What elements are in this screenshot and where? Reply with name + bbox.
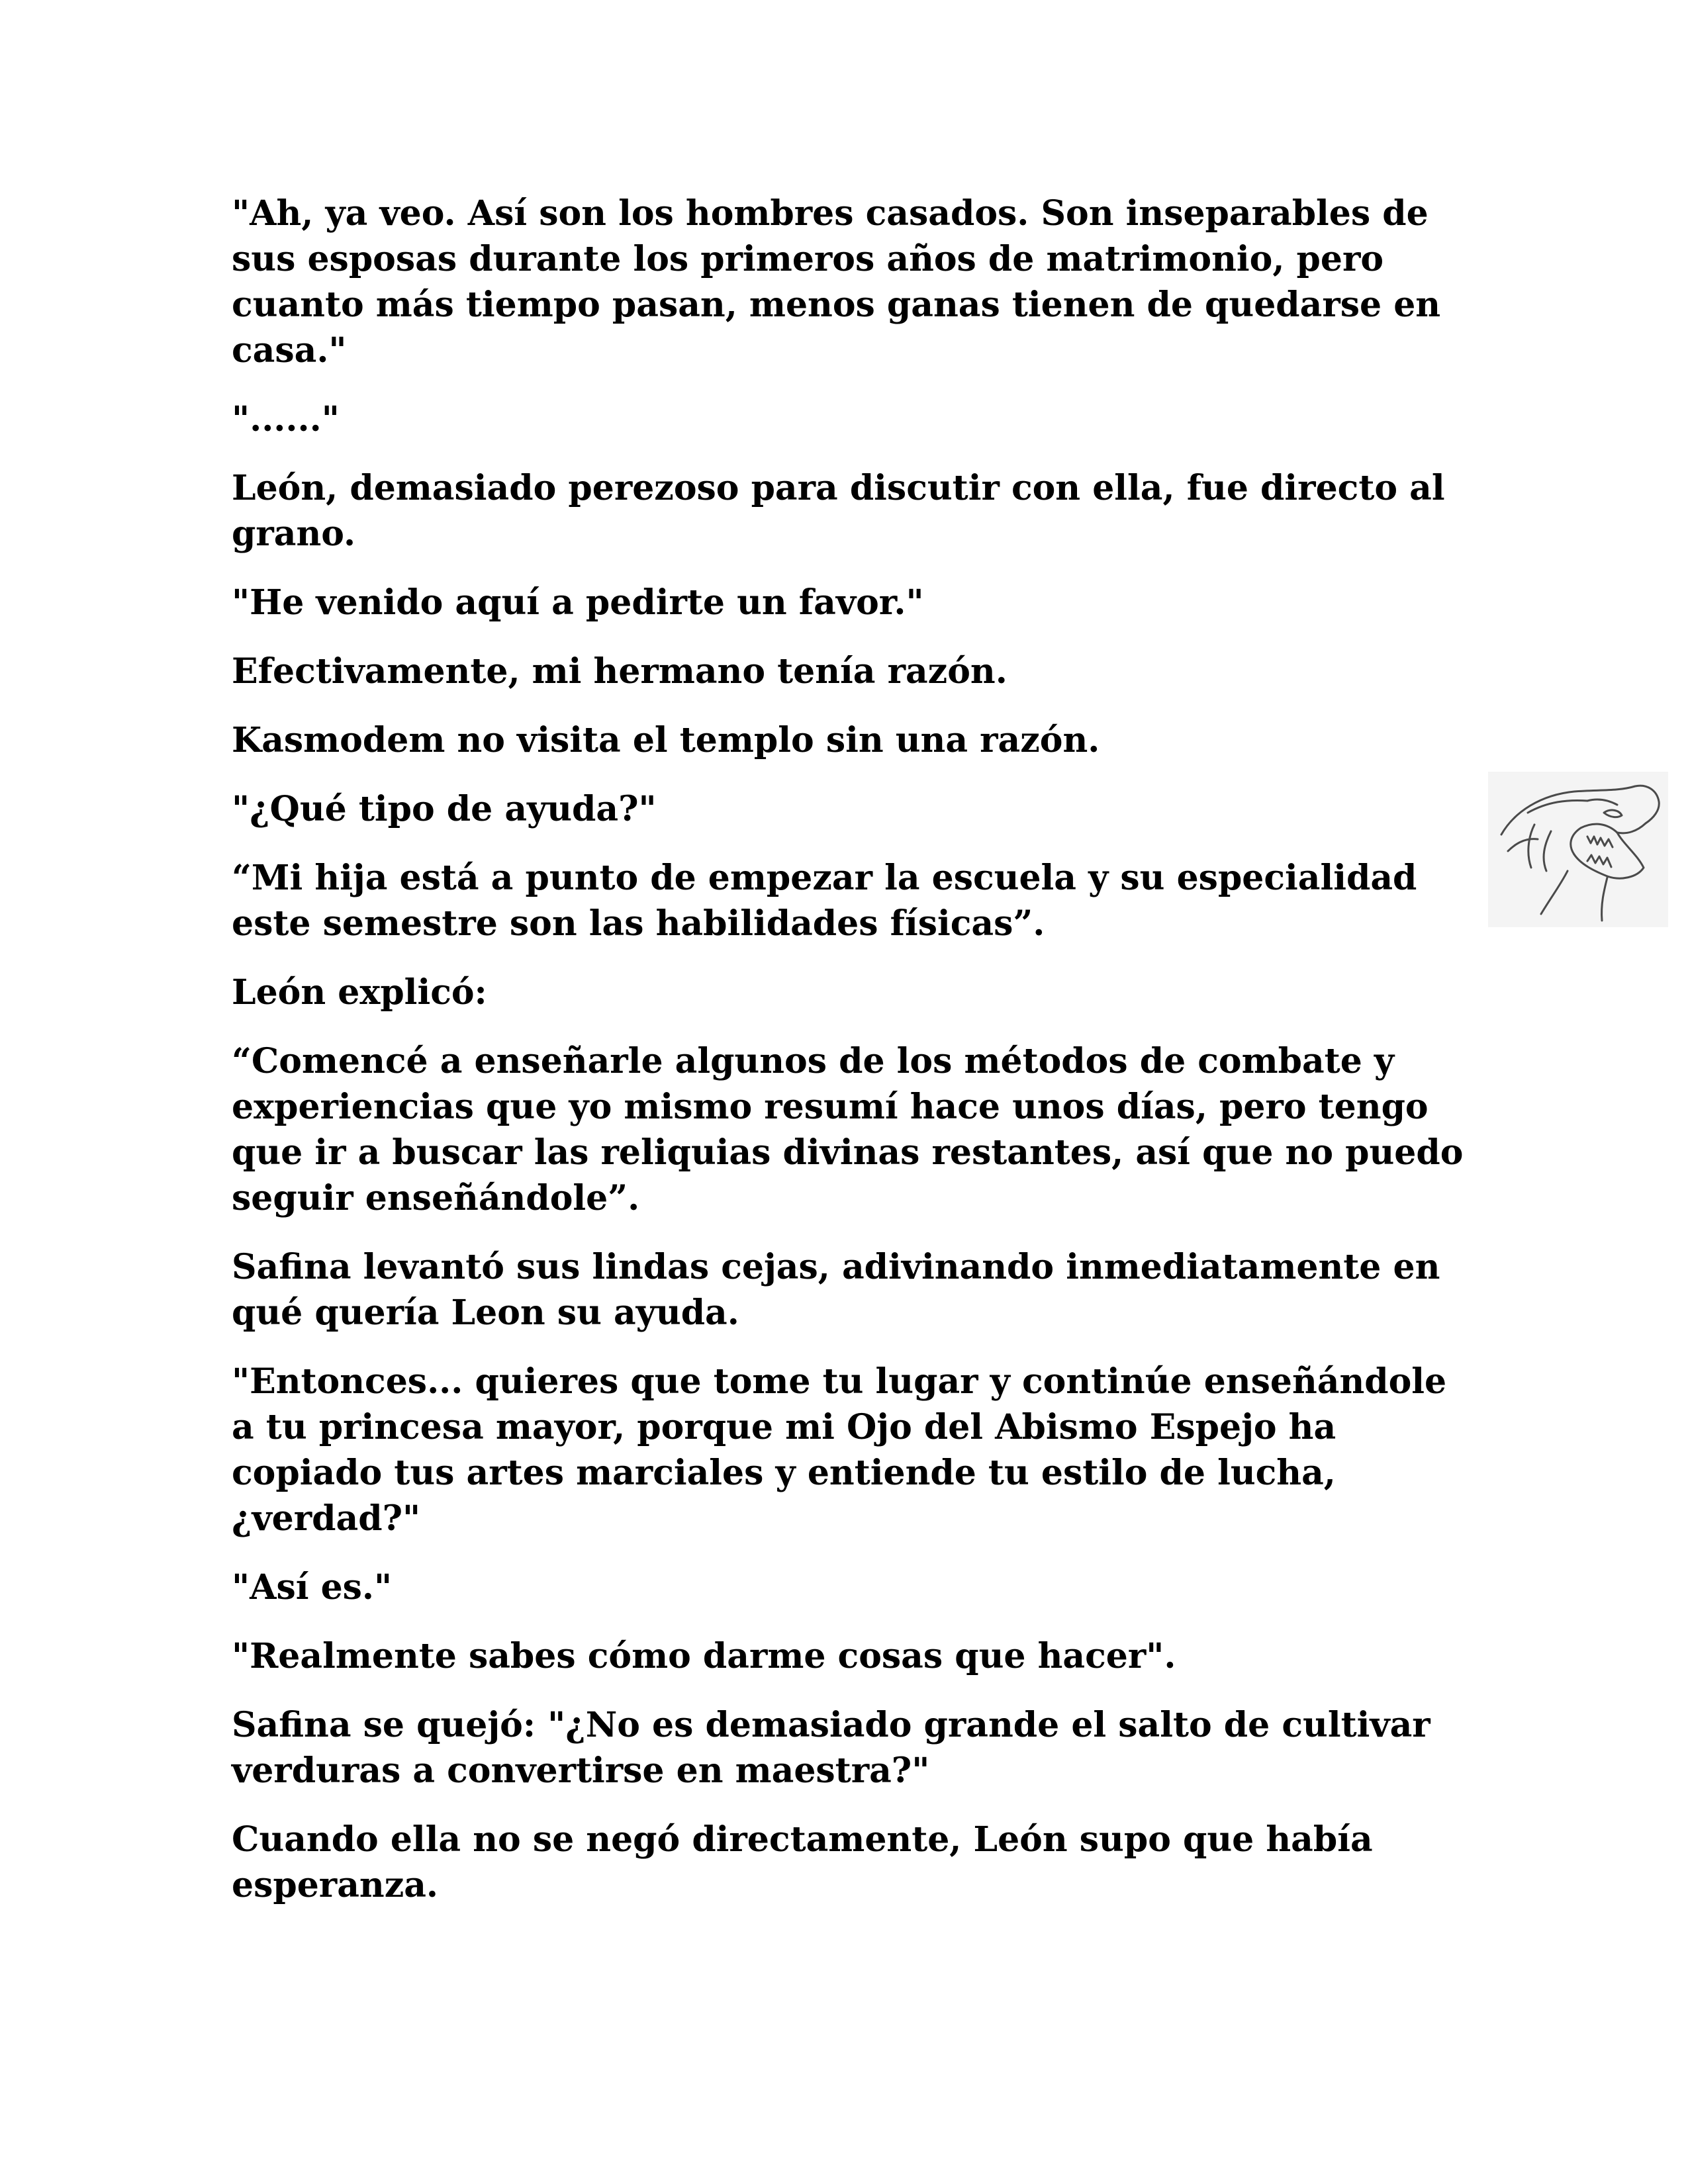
paragraph: "He venido aquí a pedirte un favor." [232, 582, 924, 623]
paragraph: León explicó: [232, 972, 487, 1013]
paragraph: Safina levantó sus lindas cejas, adivinando inmediatamente en qué quería Leon su ayuda. [232, 1247, 1440, 1333]
paragraph: “Comencé a enseñarle algunos de los métodos de combate y experiencias que yo mismo resumí hace unos días, pero tengo que ir a buscar las reliquias divinas restantes, así que no puedo seguir enseñándole”. [232, 1041, 1464, 1218]
paragraph: Cuando ella no se negó directamente, León supo que había esperanza. [232, 1819, 1373, 1905]
paragraph: Kasmodem no visita el templo sin una razón. [232, 720, 1100, 760]
body-text [232, 191, 1470, 1931]
paragraph: "Entonces... quieres que tome tu lugar y continúe enseñándole a tu princesa mayor, porque mi Ojo del Abismo Espejo ha copiado tus artes marciales y entiende tu estilo de lucha, ¿verdad?" [232, 1361, 1447, 1539]
paragraph: León, demasiado perezoso para discutir con ella, fue directo al grano. [232, 468, 1445, 554]
paragraph: Safina se quejó: "¿No es demasiado grande el salto de cultivar verduras a convertirse en maestra?" [232, 1705, 1430, 1791]
paragraph: "Realmente sabes cómo darme cosas que hacer". [232, 1636, 1176, 1676]
paragraph: "¿Qué tipo de ayuda?" [232, 789, 657, 829]
paragraph: Efectivamente, mi hermano tenía razón. [232, 651, 1008, 692]
paragraph: “Mi hija está a punto de empezar la escuela y su especialidad este semestre son las habilidades físicas”. [232, 858, 1417, 944]
paragraph: "Ah, ya veo. Así son los hombres casados. Son inseparables de sus esposas durante los primeros años de matrimonio, pero cuanto más tiempo pasan, menos ganas tienen de quedarse en casa." [232, 193, 1441, 371]
paragraph: "......" [232, 399, 340, 439]
paragraph: "Así es." [232, 1567, 393, 1608]
dinosaur-head-icon [1488, 772, 1668, 927]
